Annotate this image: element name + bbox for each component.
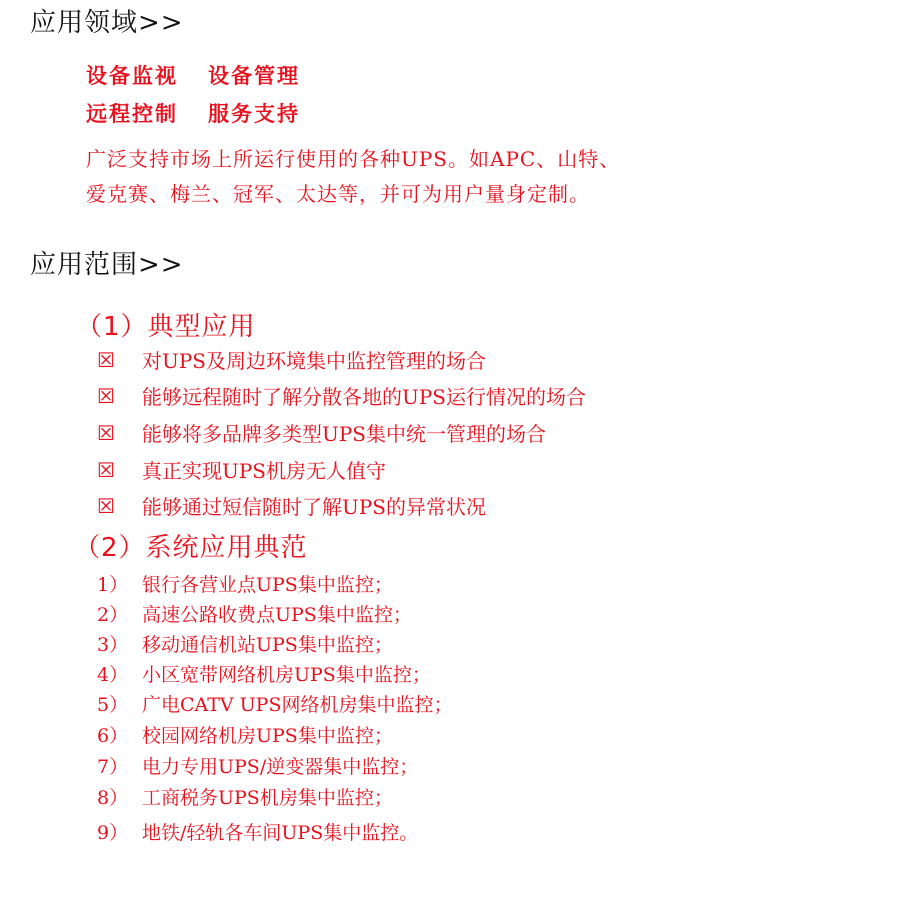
example-number: 2） (97, 604, 129, 626)
support-paragraph-line-2: 爱克赛、梅兰、冠军、太达等，并可为用户量身定制。 (86, 182, 590, 206)
checkbox-x-icon: ☒ (97, 420, 115, 445)
example-item (97, 570, 393, 597)
typical-item-text: 真正实现UPS机房无人值守 (142, 459, 387, 483)
typical-item (96, 455, 386, 484)
feature-device-management: 设备管理 (208, 64, 300, 88)
typical-item-text: 能够将多品牌多类型UPS集中统一管理的场合 (142, 422, 547, 446)
feature-service-support: 服务支持 (208, 102, 300, 126)
example-number: 6） (97, 725, 129, 747)
example-number: 3） (97, 634, 129, 656)
feature-row-1 (86, 60, 300, 90)
feature-remote-control: 远程控制 (86, 102, 178, 126)
example-text: 地铁/轻轨各车间UPS集中监控。 (142, 822, 419, 844)
example-item (97, 783, 393, 810)
typical-item (96, 381, 586, 410)
example-number: 8） (97, 787, 129, 809)
system-examples-title: （2）系统应用典范 (74, 533, 308, 563)
typical-applications-title: （1）典型应用 (76, 312, 256, 342)
example-item (97, 630, 393, 657)
checkbox-x-icon: ☒ (97, 493, 115, 518)
example-item (97, 721, 393, 748)
feature-row-2 (86, 98, 300, 128)
checkbox-x-icon: ☒ (97, 383, 115, 408)
example-item (97, 752, 418, 779)
checkbox-x-icon: ☒ (97, 347, 115, 372)
example-text: 广电CATV UPS网络机房集中监控； (142, 694, 453, 716)
typical-item-text: 能够通过短信随时了解UPS的异常状况 (142, 495, 487, 519)
example-text: 校园网络机房UPS集中监控； (142, 725, 393, 747)
example-item (97, 600, 412, 627)
example-item (97, 660, 431, 687)
example-text: 高速公路收费点UPS集中监控； (142, 604, 412, 626)
typical-item-text: 对UPS及周边环境集中监控管理的场合 (142, 349, 487, 373)
domain-heading: 应用领域>> (30, 8, 184, 38)
example-text: 工商税务UPS机房集中监控； (142, 787, 393, 809)
typical-item (96, 345, 486, 374)
example-number: 9） (97, 822, 129, 844)
example-number: 4） (97, 664, 129, 686)
example-number: 5） (97, 694, 129, 716)
example-item (97, 690, 452, 717)
example-number: 7） (97, 756, 129, 778)
typical-item (96, 491, 486, 520)
feature-device-monitoring: 设备监视 (86, 64, 178, 88)
example-text: 小区宽带网络机房UPS集中监控； (142, 664, 431, 686)
example-text: 银行各营业点UPS集中监控； (142, 574, 393, 596)
support-paragraph-line-1: 广泛支持市场上所运行使用的各种UPS。如APC、山特、 (86, 147, 621, 171)
example-text: 电力专用UPS/逆变器集中监控； (142, 756, 419, 778)
example-item (97, 818, 418, 845)
checkbox-x-icon: ☒ (97, 457, 115, 482)
typical-item-text: 能够远程随时了解分散各地的UPS运行情况的场合 (142, 385, 587, 409)
example-number: 1） (97, 574, 129, 596)
scope-heading: 应用范围>> (30, 250, 184, 280)
typical-item (96, 418, 546, 447)
example-text: 移动通信机站UPS集中监控； (142, 634, 393, 656)
